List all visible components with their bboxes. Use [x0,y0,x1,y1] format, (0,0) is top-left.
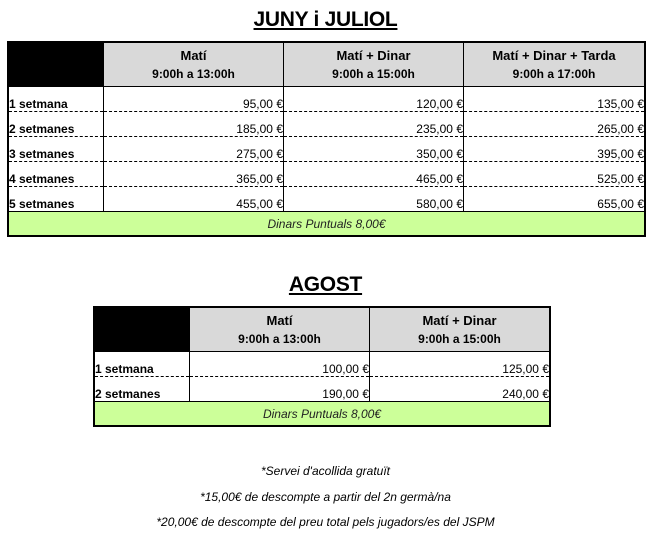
column-name: Matí + Dinar [336,47,411,63]
row-label: 2 setmanes [9,112,104,137]
price-cell: 240,00 € [370,377,550,402]
price-cell: 525,00 € [464,162,645,187]
column-header [190,308,370,352]
column-header [104,43,284,87]
column-name: Matí [266,312,293,328]
lunch-price-note: Dinars Puntuals 8,00€ [9,212,645,236]
price-cell: 190,00 € [190,377,370,402]
row-label: 2 setmanes [95,377,190,402]
section2-title: AGOST [288,273,363,296]
table-header-row [95,308,550,352]
column-name: Matí + Dinar [422,312,497,328]
note-free-reception: *Servei d'acollida gratuït [260,464,391,478]
price-cell: 395,00 € [464,137,645,162]
row-label: 4 setmanes [9,162,104,187]
column-header [370,308,550,352]
price-cell: 275,00 € [104,137,284,162]
price-cell: 580,00 € [284,187,464,212]
header-corner [95,308,190,352]
price-table-june-july [8,42,645,236]
price-cell: 185,00 € [104,112,284,137]
price-cell: 135,00 € [464,87,645,112]
table-row [9,137,645,162]
table-row [95,377,550,402]
column-hours: 9:00h a 15:00h [332,66,415,81]
column-hours: 9:00h a 17:00h [512,66,596,81]
table-header-row [9,43,645,87]
price-cell: 265,00 € [464,112,645,137]
lunch-price-note: Dinars Puntuals 8,00€ [95,402,550,426]
note-player-discount: *20,00€ de descompte del preu total pels jugadors/es del JSPM [156,515,495,529]
table-row [9,187,645,212]
price-cell: 655,00 € [464,187,645,212]
price-cell: 125,00 € [370,352,550,377]
price-cell: 350,00 € [284,137,464,162]
price-cell: 120,00 € [284,87,464,112]
price-cell: 235,00 € [284,112,464,137]
column-hours: 9:00h a 15:00h [418,331,501,346]
column-name: Matí + Dinar + Tarda [492,47,616,63]
table-footer-row [9,212,645,236]
table-row [9,87,645,112]
section1-title: JUNY i JULIOL [253,8,398,31]
note-sibling-discount: *15,00€ de descompte a partir del 2n germà/na [200,490,451,504]
row-label: 1 setmana [95,352,190,377]
price-cell: 95,00 € [104,87,284,112]
row-label: 1 setmana [9,87,104,112]
price-cell: 100,00 € [190,352,370,377]
column-header [284,43,464,87]
price-table-august [94,307,550,426]
column-name: Matí [180,47,207,63]
table-row [9,162,645,187]
table-row [95,352,550,377]
row-label: 3 setmanes [9,137,104,162]
price-cell: 455,00 € [104,187,284,212]
column-hours: 9:00h a 13:00h [238,331,321,346]
price-cell: 365,00 € [104,162,284,187]
column-hours: 9:00h a 13:00h [152,66,235,81]
price-cell: 465,00 € [284,162,464,187]
table-footer-row [95,402,550,426]
column-header [464,43,645,87]
header-corner [9,43,104,87]
row-label: 5 setmanes [9,187,104,212]
table-row [9,112,645,137]
